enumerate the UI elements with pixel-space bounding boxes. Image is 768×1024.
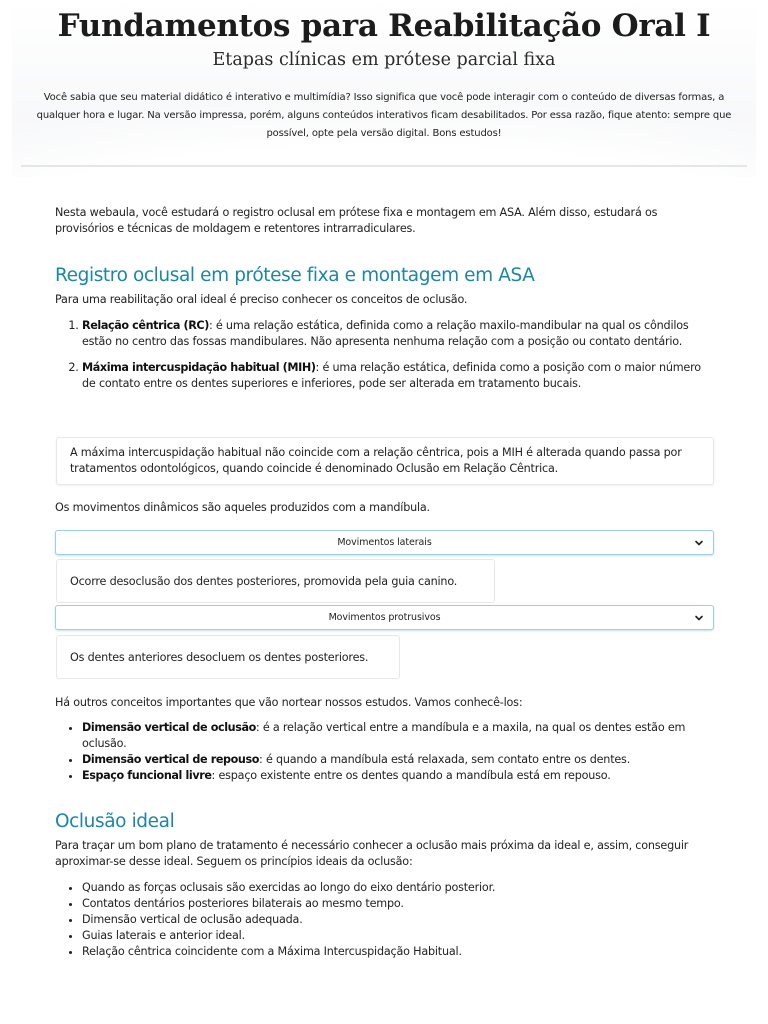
- term-relacao-centrica: Relação cêntrica (RC): [82, 319, 209, 332]
- list-item: [82, 318, 715, 350]
- ideal-occlusion-principles-list: [55, 880, 715, 960]
- panel-text: Ocorre desoclusão dos dentes posteriores, promovida pela guia canino.: [70, 574, 458, 588]
- list-item: • Dimensão vertical de oclusão adequada.: [82, 912, 715, 928]
- list-item: [82, 360, 715, 392]
- section1-lead: Para uma reabilitação oral ideal é preciso conhecer os conceitos de oclusão.: [55, 293, 468, 306]
- section2-lead: Para traçar um bom plano de tratamento é necessário conhecer a oclusão mais próxima da ideal e, assim, conseguir aproximar-se desse ideal. Seguem os princípios ideais da oclusão:: [55, 839, 689, 868]
- section-heading-registro-oclusal: Registro oclusal em prótese fixa e montagem em ASA: [55, 265, 535, 286]
- section-heading-oclusao-ideal: Oclusão ideal: [55, 811, 175, 832]
- intro-notice: Você sabia que seu material didático é interativo e multimídia? Isso significa que você pode interagir com o conteúdo de diversas formas, a qualquer hora e lugar. Na versão impressa, porém, alguns conteúdos interativos ficam desabilitados. Por essa razão, fique atento: sempre que possível, opte pela versão digital. Bons estudos!: [36, 92, 732, 139]
- list-item: • Guias laterais e anterior ideal.: [82, 928, 715, 944]
- accordion-movimentos-protrusivos[interactable]: [55, 605, 714, 630]
- definition-text: : é a relação vertical entre a mandíbula e a maxila, na qual os dentes estão em oclusão.: [82, 721, 686, 750]
- list-item: • Quando as forças oclusais são exercidas ao longo do eixo dentário posterior.: [82, 880, 715, 896]
- page-title: Fundamentos para Reabilitação Oral I: [57, 8, 711, 44]
- list-item: [82, 752, 715, 768]
- definition-text: : é uma relação estática, definida como a posição com o maior número de contato entre os dentes superiores e inferiores, pode ser alterada em tratamento bucais.: [82, 361, 701, 390]
- list-item: • Contatos dentários posteriores bilaterais ao mesmo tempo.: [82, 896, 715, 912]
- vertical-dimension-list: [55, 720, 715, 784]
- dynamic-movements-lead: Os movimentos dinâmicos são aqueles produzidos com a mandíbula.: [55, 501, 430, 514]
- panel-text: Os dentes anteriores desocluem os dentes posteriores.: [70, 650, 369, 664]
- accordion-panel-protrusivos: [56, 635, 400, 679]
- definition-text: : espaço existente entre os dentes quando a mandíbula está em repouso.: [211, 769, 611, 782]
- chevron-down-icon: [694, 613, 704, 623]
- occlusion-concepts-list: [55, 318, 715, 392]
- accordion-label: Movimentos laterais: [337, 537, 432, 548]
- definition-text: : é uma relação estática, definida como a relação maxilo-mandibular na qual os côndilos estão no centro das fossas mandibulares. Não apresenta nenhuma relação com a posição ou contato dentário.: [82, 319, 689, 348]
- term-dvr: Dimensão vertical de repouso: [82, 753, 260, 766]
- list-item: [82, 720, 715, 752]
- accordion-panel-laterais: [56, 559, 495, 603]
- list-item: • Relação cêntrica coincidente com a Máxima Intercuspidação Habitual.: [82, 944, 715, 960]
- page-header: [12, 0, 756, 177]
- intro-paragraph: Nesta webaula, você estudará o registro oclusal em prótese fixa e montagem em ASA. Além disso, estudará os provisórios e técnicas de moldagem e retentores intrarradiculares.: [55, 206, 658, 235]
- page-subtitle: Etapas clínicas em prótese parcial fixa: [212, 50, 556, 70]
- concepts-lead: Há outros conceitos importantes que vão nortear nossos estudos. Vamos conhecê-los:: [55, 696, 523, 709]
- accordion-movimentos-laterais[interactable]: [55, 530, 714, 555]
- list-item: [82, 768, 715, 784]
- term-mih: Máxima intercuspidação habitual (MIH): [82, 361, 316, 374]
- callout-text: A máxima intercuspidação habitual não coincide com a relação cêntrica, pois a MIH é alterada quando passa por tratamentos odontológicos, quando coincide é denominado Oclusão em Relação Cêntrica.: [70, 446, 682, 475]
- header-divider: [21, 165, 747, 167]
- accordion-label: Movimentos protrusivos: [328, 612, 441, 623]
- term-dvo: Dimensão vertical de oclusão: [82, 721, 256, 734]
- chevron-down-icon: [694, 538, 704, 548]
- definition-text: : é quando a mandíbula está relaxada, sem contato entre os dentes.: [259, 753, 631, 766]
- callout-box: [56, 437, 714, 485]
- term-efl: Espaço funcional livre: [82, 769, 212, 782]
